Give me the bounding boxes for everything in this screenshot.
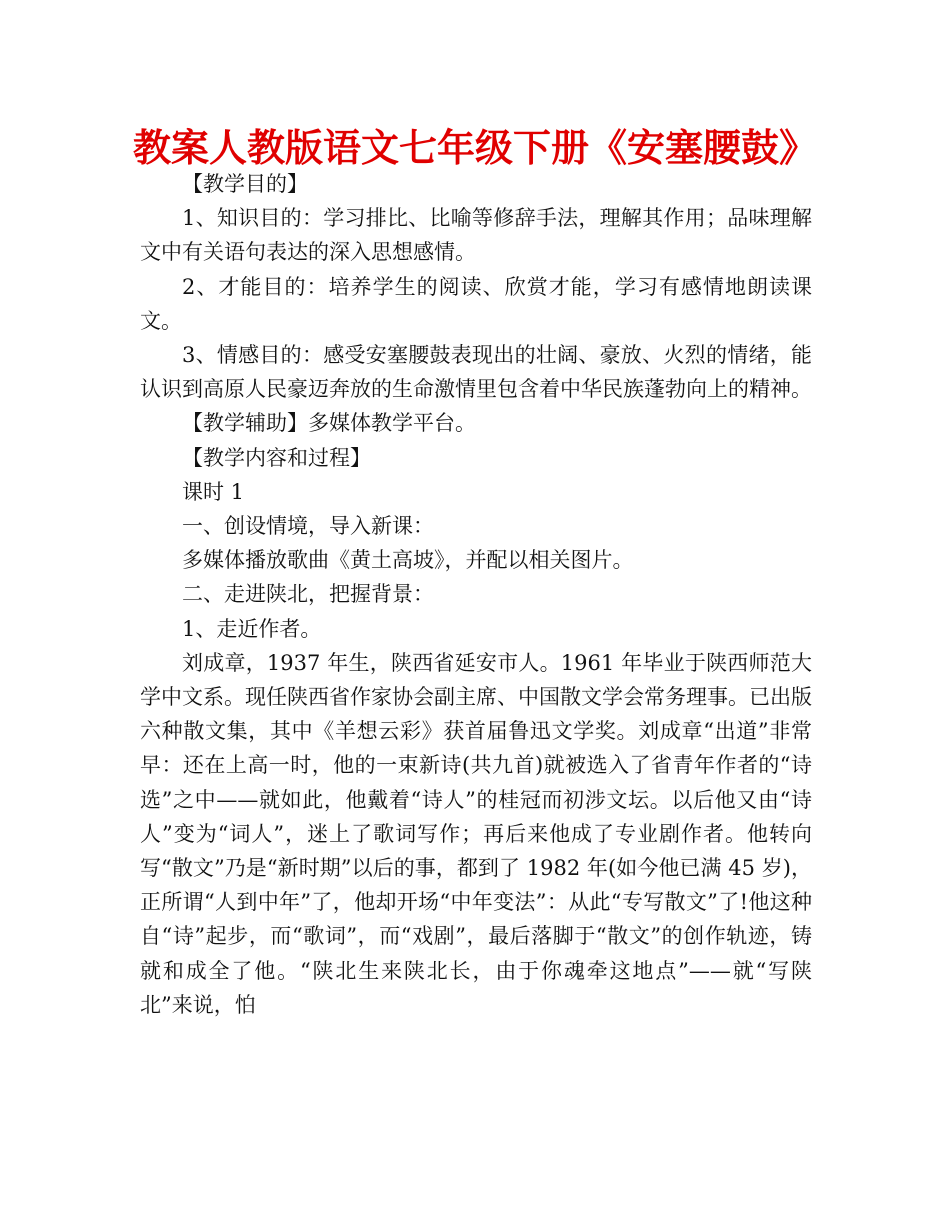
document-title: 教案人教版语文七年级下册《安塞腰鼓》 — [132, 126, 817, 170]
paragraph-multimedia: 多媒体播放歌曲《黄土高坡》，并配以相关图片。 — [182, 548, 634, 573]
paragraph-author-heading: 1、走近作者。 — [182, 616, 322, 641]
paragraph-knowledge-objective: 1、知识目的：学习排比、比喻等修辞手法，理解其作用；品味理解文中有关语句表达的深入思想感情。 — [140, 206, 812, 265]
document-body — [140, 167, 812, 1022]
paragraph-teaching-aids: 【教学辅助】多媒体教学平台。 — [182, 411, 476, 436]
paragraph-author-bio: 刘成章，1937 年生，陕西省延安市人。1961 年毕业于陕西师范大学中文系。现任陕西省作家协会副主席、中国散文学会常务理事。已出版六种散文集，其中《羊想云彩》获首届鲁迅文学奖。刘成章“出道”非常早：还在上高一时，他的一束新诗(共九首)就被选入了省青年作者的“诗选”之中——就如此，他戴着“诗人”的桂冠而初涉文坛。以后他又由“诗人”变为“词人”，迷上了歌词写作；再后来他成了专业剧作者。他转向写“散文”乃是“新时期”以后的事，都到了 1982 年(如今他已满 45 岁)，正所谓“人到中年”了，他却开场“中年变法”：从此“专写散文”了!他这种自“诗”起步，而“歌词”，而“戏剧”，最后落脚于“散文”的创作轨迹，铸就和成全了他。“陕北生来陕北长，由于你魂牵这地点”——就“写陕北”来说，怕 — [140, 650, 812, 1017]
paragraph-ability-objective: 2、才能目的：培养学生的阅读、欣赏才能，学习有感情地朗读课文。 — [140, 274, 812, 333]
paragraph-step-two: 二、走进陕北，把握背景： — [182, 582, 434, 607]
paragraph-lesson-number: 课时 1 — [182, 479, 245, 504]
paragraph-step-one: 一、创设情境，导入新课： — [182, 514, 434, 539]
section-heading-content: 【教学内容和过程】 — [182, 445, 371, 470]
paragraph-emotion-objective: 3、情感目的：感受安塞腰鼓表现出的壮阔、豪放、火烈的情绪，能认识到高原人民豪迈奔放的生命激情里包含着中华民族蓬勃向上的精神。 — [140, 343, 812, 402]
section-heading-objectives: 【教学目的】 — [182, 172, 308, 196]
